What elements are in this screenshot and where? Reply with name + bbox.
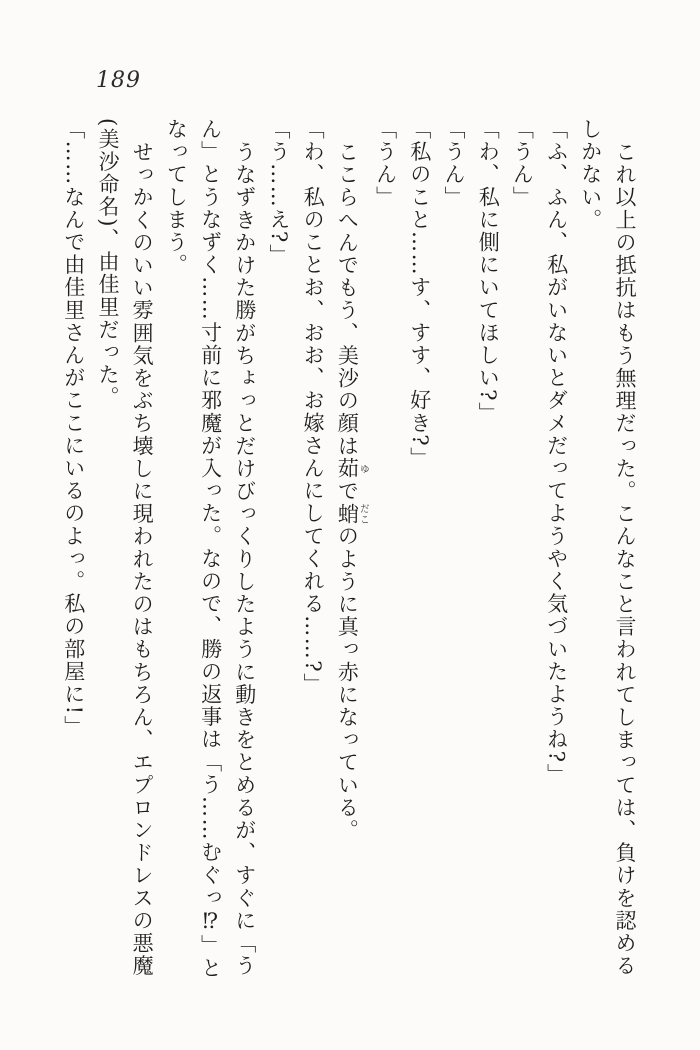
text-run: これ以上の抵抗はもう無理だった。こんなこと言われてしまっては、負けを認める <box>613 141 637 978</box>
text-column <box>57 118 91 1013</box>
text-run: のように真っ赤になっている。 <box>335 525 360 842</box>
text-run: 「うん」 <box>510 118 535 209</box>
text-column <box>330 118 368 1013</box>
text-run: 「ふ、ふん、私がいないとダメだってようやく気づいたようね?」 <box>544 118 569 787</box>
text-run: 「う……え?」 <box>266 118 291 267</box>
text-column <box>262 118 296 1013</box>
text-run: しかない。 <box>578 118 603 231</box>
text-column <box>296 118 330 1013</box>
text-run: 「……なんで由佳里さんがここにいるのよっ。私の部屋に!」 <box>61 118 86 739</box>
furigana: だこ <box>357 502 369 526</box>
text-column <box>159 118 193 1013</box>
text-run: 「うん」 <box>441 118 466 209</box>
text-run: なってしまう。 <box>164 118 189 277</box>
text-column <box>228 118 262 1013</box>
text-run: ここらへんでもう、美沙の顔は <box>335 141 360 458</box>
text-run: 「わ、私のことお、おお、お嫁さんにしてくれる……?」 <box>301 118 326 696</box>
text-run: 「わ、私に側にいてほしい?」 <box>476 118 501 425</box>
furigana: ゆ <box>357 457 369 480</box>
text-column <box>608 118 642 1013</box>
text-column <box>505 118 539 1013</box>
text-run: うなずきかけた勝がちょっとだけびっくりしたように動きをとめるが、すぐに「う <box>232 141 257 978</box>
text-column <box>368 118 402 1013</box>
text-column <box>193 118 227 1013</box>
text-column <box>471 118 505 1013</box>
text-column <box>403 118 437 1013</box>
text-column <box>539 118 573 1013</box>
text-block <box>57 118 642 1013</box>
text-run: (美沙命名)、由佳里だった。 <box>95 118 120 409</box>
text-run: で <box>335 480 360 503</box>
text-run: 「うん」 <box>373 118 398 209</box>
text-column <box>574 118 608 1013</box>
text-column <box>437 118 471 1013</box>
text-column <box>125 118 159 1013</box>
text-run: せっかくのいい雰囲気をぶち壊しに現われたのはもちろん、エプロンドレスの悪魔 <box>130 141 155 978</box>
text-run: ん」とうなずく……寸前に邪魔が入った。なので、勝の返事は「う……むぐっ⁉」と <box>198 118 223 980</box>
text-column <box>91 118 125 1013</box>
page-number: 189 <box>96 68 141 93</box>
ruby-annotated-text: 茹ゆ <box>335 457 369 481</box>
ruby-annotated-text: 蛸だこ <box>335 502 369 526</box>
text-run: 「私のこと……す、すす、好き?」 <box>407 118 432 470</box>
